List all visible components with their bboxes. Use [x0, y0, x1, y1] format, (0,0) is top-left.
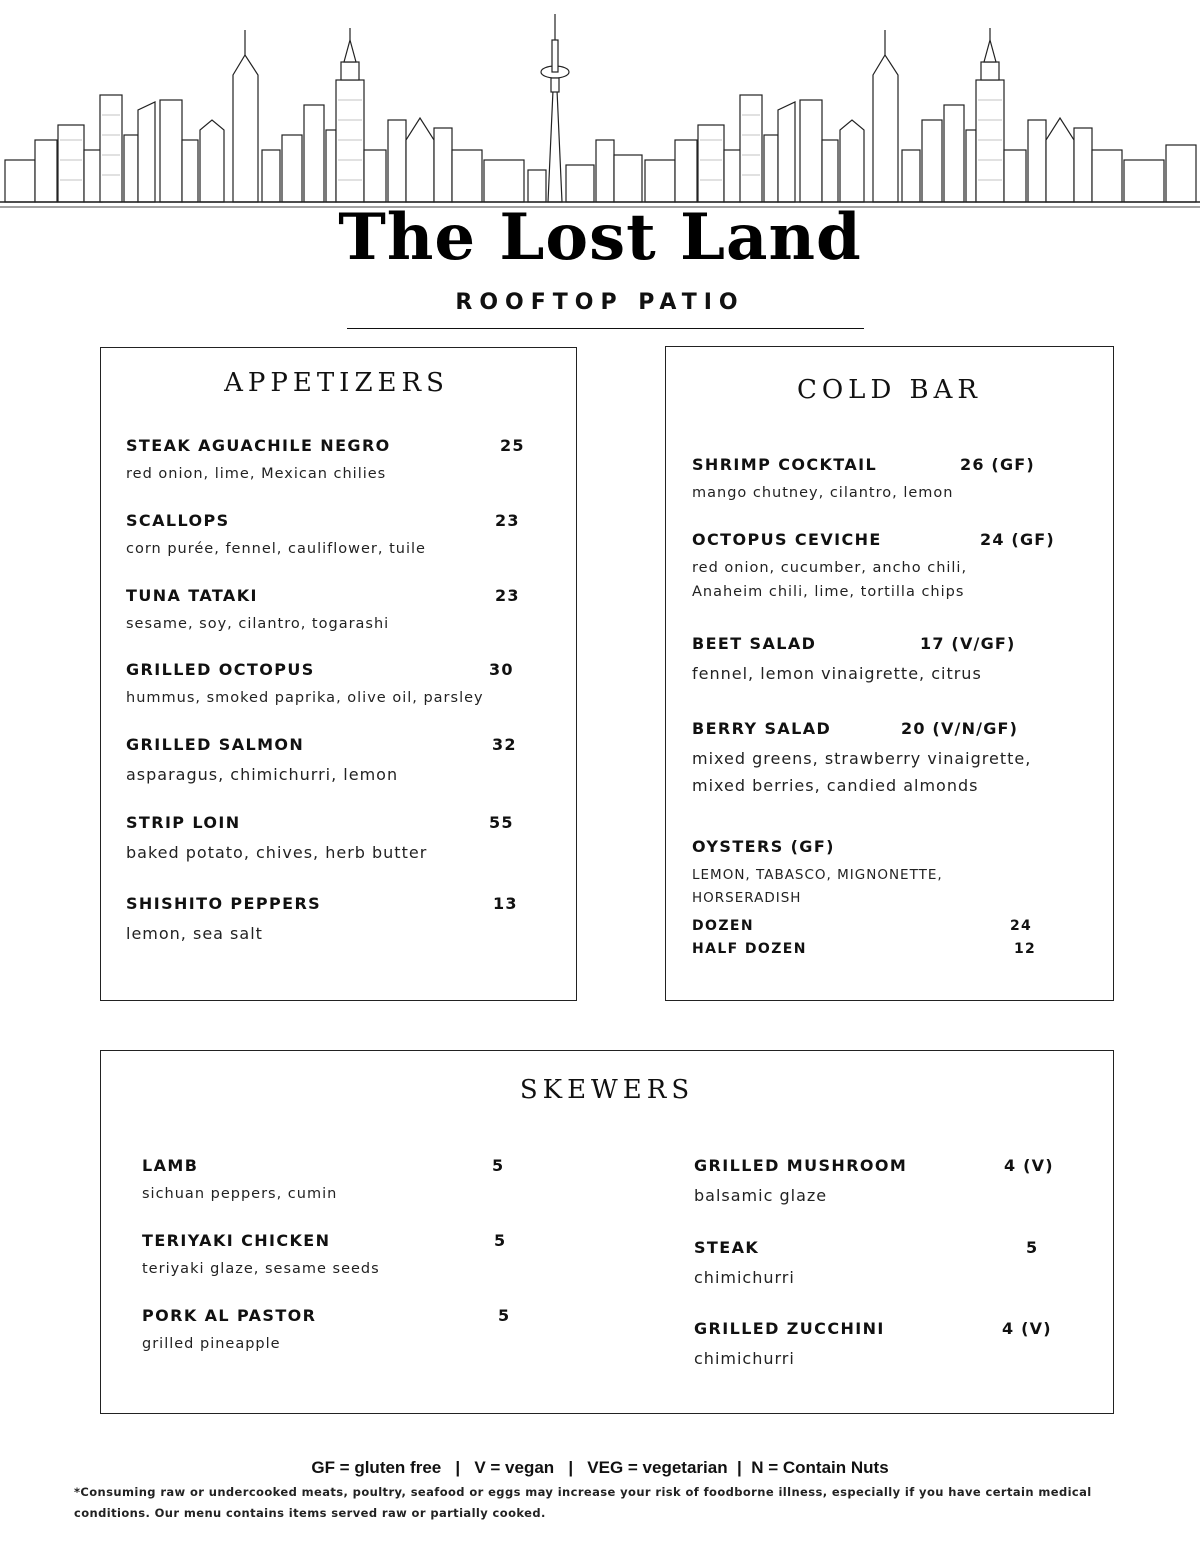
item-price: 5 [498, 1306, 511, 1325]
appetizers-section [100, 347, 577, 1001]
item-name: TERIYAKI CHICKEN [142, 1231, 331, 1250]
item-description: baked potato, chives, herb butter [126, 843, 428, 862]
item-description: fennel, lemon vinaigrette, citrus [692, 664, 982, 683]
item-description: mixed berries, candied almonds [692, 776, 979, 795]
item-price: 17 (V/GF) [920, 634, 1016, 653]
item-description: chimichurri [694, 1268, 795, 1287]
title-divider [347, 328, 864, 329]
item-description: lemon, sea salt [126, 924, 263, 943]
item-description: hummus, smoked paprika, olive oil, parsley [126, 690, 484, 706]
item-name: BERRY SALAD [692, 719, 832, 738]
item-price: 25 [500, 436, 525, 455]
item-price: 5 [1026, 1238, 1039, 1257]
item-price: 4 (V) [1002, 1319, 1052, 1338]
item-name: SHRIMP COCKTAIL [692, 455, 878, 474]
item-price: 23 [495, 511, 520, 530]
item-name: STEAK [694, 1238, 760, 1257]
item-name: SCALLOPS [126, 511, 230, 530]
dietary-legend: GF = gluten free | V = vegan | VEG = vegetarian | N = Contain Nuts [311, 1458, 889, 1477]
item-name: OCTOPUS CEVICHE [692, 530, 882, 549]
item-name: TUNA TATAKI [126, 586, 258, 605]
item-price: 24 (GF) [980, 530, 1055, 549]
item-description: HORSERADISH [692, 890, 802, 906]
cold-bar-section [665, 346, 1114, 1001]
city-skyline-illustration [0, 0, 1200, 215]
item-name: SHISHITO PEPPERS [126, 894, 322, 913]
oyster-option-price: 12 [1014, 941, 1036, 957]
item-description: sichuan peppers, cumin [142, 1186, 338, 1202]
item-price: 5 [492, 1156, 505, 1175]
item-description: grilled pineapple [142, 1336, 281, 1352]
item-price: 13 [493, 894, 518, 913]
oyster-option-price: 24 [1010, 918, 1032, 934]
venue-subtitle: ROOFTOP PATIO [455, 290, 745, 315]
item-name: GRILLED ZUCCHINI [694, 1319, 885, 1338]
item-description: chimichurri [694, 1349, 795, 1368]
item-description: red onion, cucumber, ancho chili, [692, 560, 968, 576]
item-name: BEET SALAD [692, 634, 817, 653]
item-price: 5 [494, 1231, 507, 1250]
item-description: mango chutney, cilantro, lemon [692, 485, 954, 501]
item-name: STRIP LOIN [126, 813, 241, 832]
item-description: teriyaki glaze, sesame seeds [142, 1261, 380, 1277]
oyster-option-label: HALF DOZEN [692, 941, 807, 957]
oyster-option-label: DOZEN [692, 918, 754, 934]
cold-bar-heading: COLD BAR [796, 375, 983, 405]
food-safety-disclaimer: *Consuming raw or undercooked meats, poultry, seafood or eggs may increase your risk of foodborne illness, especially if you have certain medical conditions. Our menu contains items served raw or partially cooked. [74, 1485, 1092, 1520]
item-price: 20 (V/N/GF) [901, 719, 1019, 738]
item-name: LAMB [142, 1156, 199, 1175]
item-description: asparagus, chimichurri, lemon [126, 765, 399, 784]
restaurant-name: The Lost Land [338, 200, 862, 275]
skewers-section [100, 1050, 1114, 1414]
item-name: GRILLED OCTOPUS [126, 660, 315, 679]
item-description: balsamic glaze [694, 1186, 828, 1205]
item-description: mixed greens, strawberry vinaigrette, [692, 749, 1032, 768]
item-price: 23 [495, 586, 520, 605]
item-price: 26 (GF) [960, 455, 1035, 474]
item-name: GRILLED SALMON [126, 735, 305, 754]
item-price: 4 (V) [1004, 1156, 1054, 1175]
item-description: red onion, lime, Mexican chilies [126, 466, 387, 482]
item-name: OYSTERS (GF) [692, 837, 835, 856]
item-name: GRILLED MUSHROOM [694, 1156, 908, 1175]
item-description: LEMON, TABASCO, MIGNONETTE, [692, 867, 943, 883]
appetizers-heading: APPETIZERS [224, 368, 449, 398]
item-name: PORK AL PASTOR [142, 1306, 317, 1325]
item-description: Anaheim chili, lime, tortilla chips [692, 584, 965, 600]
skewers-heading: SKEWERS [519, 1075, 695, 1105]
item-price: 55 [489, 813, 514, 832]
item-name: STEAK AGUACHILE NEGRO [126, 436, 391, 455]
item-price: 30 [489, 660, 514, 679]
item-price: 32 [492, 735, 517, 754]
item-description: corn purée, fennel, cauliflower, tuile [126, 541, 426, 557]
item-description: sesame, soy, cilantro, togarashi [126, 616, 390, 632]
